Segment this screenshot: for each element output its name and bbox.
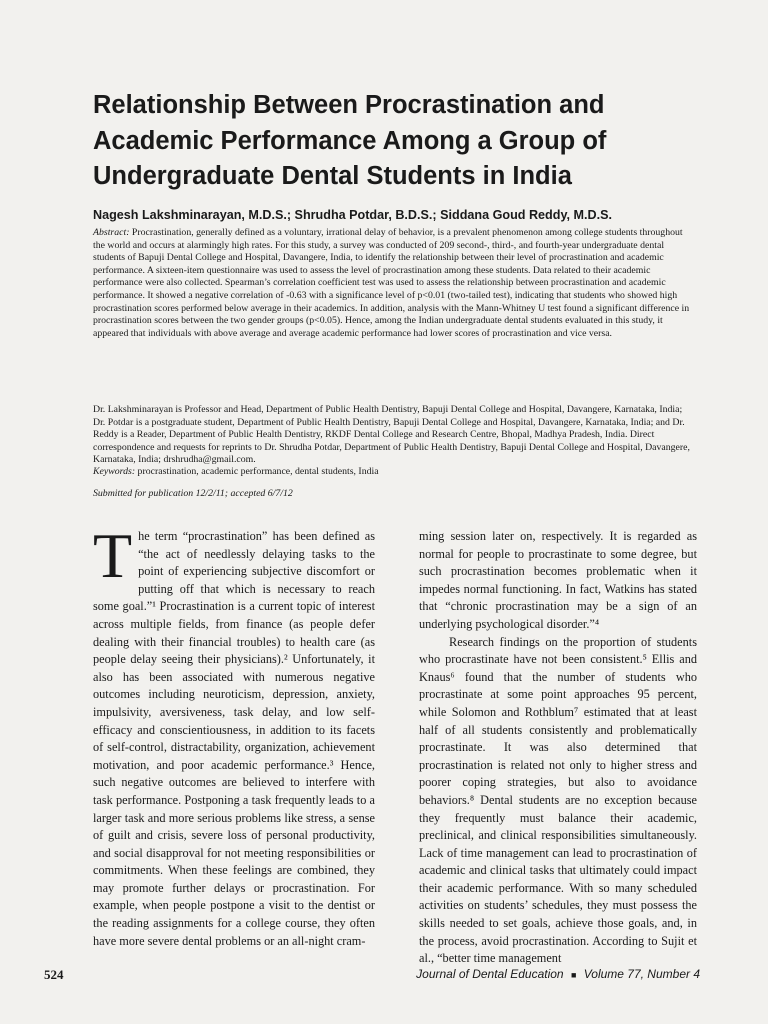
- title-line-3: Undergraduate Dental Students in India: [93, 162, 572, 190]
- article-title: [93, 88, 693, 195]
- body-column-right: [419, 528, 697, 968]
- footer-separator: ■: [570, 970, 577, 980]
- keywords-label: Keywords:: [93, 466, 136, 477]
- keywords-text: procrastination, academic performance, dental students, India: [137, 466, 379, 477]
- submission-dates: Submitted for publication 12/2/11; accepted 6/7/12: [93, 488, 293, 499]
- author-list: Nagesh Lakshminarayan, M.D.S.; Shrudha Potdar, B.D.S.; Siddana Goud Reddy, M.D.S.: [93, 208, 612, 222]
- keywords: [93, 466, 693, 479]
- drop-cap: T: [93, 520, 133, 591]
- journal-name: Journal of Dental Education: [416, 967, 564, 981]
- body-paragraph-1: he term “procrastination” has been defined as “the act of needlessly delaying tasks to the point of experiencing subjective discomfort or putting off that which is necessary to reach some goal.”¹ Procrastination is a current topic of interest across multiple fields, from finance (as people defer dealing with their financial troubles) to health care (as people delay seeing their physicians).² Unfortunately, it also has been associated with numerous negative outcomes including neuroticism, depression, anxiety, impulsivity, aversiveness, task delay, and low self-efficacy and conscientiousness, in addition to its facets of self-control, distractability, organization, achievement motivation, and poor academic performance.³ Hence, such negative outcomes are believed to interfere with task performance. Postponing a task frequently leads to a larger task and more serious problems like stress, a sense of guilt and crisis, severe loss of personal productivity, and social disapproval for not meeting responsibilities or commitments. When these feelings are combined, they may promote further delays or procrastination. For example, when people postpone a visit to the dentist or the reading assignments for a college course, they often have more severe dental problems or an all-night cram-: [93, 529, 375, 948]
- author-affiliations: Dr. Lakshminarayan is Professor and Head, Department of Public Health Dentistry, Bapuji Dental College and Hospital, Davangere, Karnataka, India; Dr. Potdar is a postgraduate student, Department of Public Health Dentistry, Bapuji Dental College and Hospital, Davangere, Karnataka, India; and Dr. Reddy is a Reader, Department of Public Health Dentistry, RKDF Dental College and Research Centre, Bhopal, Madhya Pradesh, India. Direct correspondence and requests for reprints to Dr. Shrudha Potdar, Department of Public Health Dentistry, Bapuji Dental College and Hospital, Davangere, Karnataka, India; drshrudha@gmail.com.: [93, 404, 690, 466]
- abstract-text: Procrastination, generally defined as a voluntary, irrational delay of behavior, is a prevalent phenomenon among college students throughout the world and occurs at alarmingly high rates. For this study, a survey was conducted of 209 second-, third-, and fourth-year undergraduate dental students of Bapuji Dental College and Hospital, Davangere, India, to identify the relationship between their level of procrastination and academic performance. A sixteen-item questionnaire was used to assess the level of procrastination among these students. Data related to their academic performance were also collected. Spearman’s correlation coefficient test was used to assess the relationship between procrastination and academic performance. It showed a negative correlation of -0.63 with a significance level of p<0.01 (two-tailed test), indicating that students who showed high procrastination scores performed below average in their academics. In addition, analysis with the Mann-Whitney U test found a significant difference in procrastination scores between the two gender groups (p<0.05). Hence, among the Indian undergraduate dental students evaluated in this study, it appeared that individuals with above average and average academic performance had lower scores of procrastination and vice versa.: [93, 227, 690, 339]
- running-footer: [400, 967, 700, 981]
- body-column-left: [93, 520, 375, 950]
- page-number: 524: [44, 967, 64, 982]
- abstract-label: Abstract:: [93, 227, 130, 238]
- body-paragraph-1-continued: ming session later on, respectively. It is regarded as normal for people to procrastinate to some degree, but such procrastination becomes problematic when it impedes normal functioning. In fact, Watkins has stated that “chronic procrastination may be a sign of an underlying psychological disorder.”⁴: [419, 529, 697, 631]
- title-line-2: Academic Performance Among a Group of: [93, 126, 607, 155]
- journal-volume: Volume 77, Number 4: [583, 967, 700, 981]
- abstract: [93, 227, 693, 340]
- body-paragraph-2: Research findings on the proportion of students who procrastinate have not been consistent.⁵ Ellis and Knaus⁶ found that the number of students who procrastinate at some point approaches 95 percent, while Solomon and Rothblum⁷ estimated that at least half of all students consistently and problematically procrastinate. It was also determined that procrastination is related not only to higher stress and poorer coping strategies, but also to avoidance behaviors.⁸ Dental students are no exception because they frequently must balance their academic, preclinical, and clinical responsibilities simultaneously. Lack of time management can lead to procrastination of academic and clinical tasks that ultimately could impact their academic performance. With so many scheduled activities on students’ schedules, they must possess the skills needed to set goals, achieve those goals, and, in the process, avoid procrastination. According to Sujit et al., “better time management: [419, 634, 697, 966]
- title-line-1: Relationship Between Procrastination and: [93, 91, 605, 119]
